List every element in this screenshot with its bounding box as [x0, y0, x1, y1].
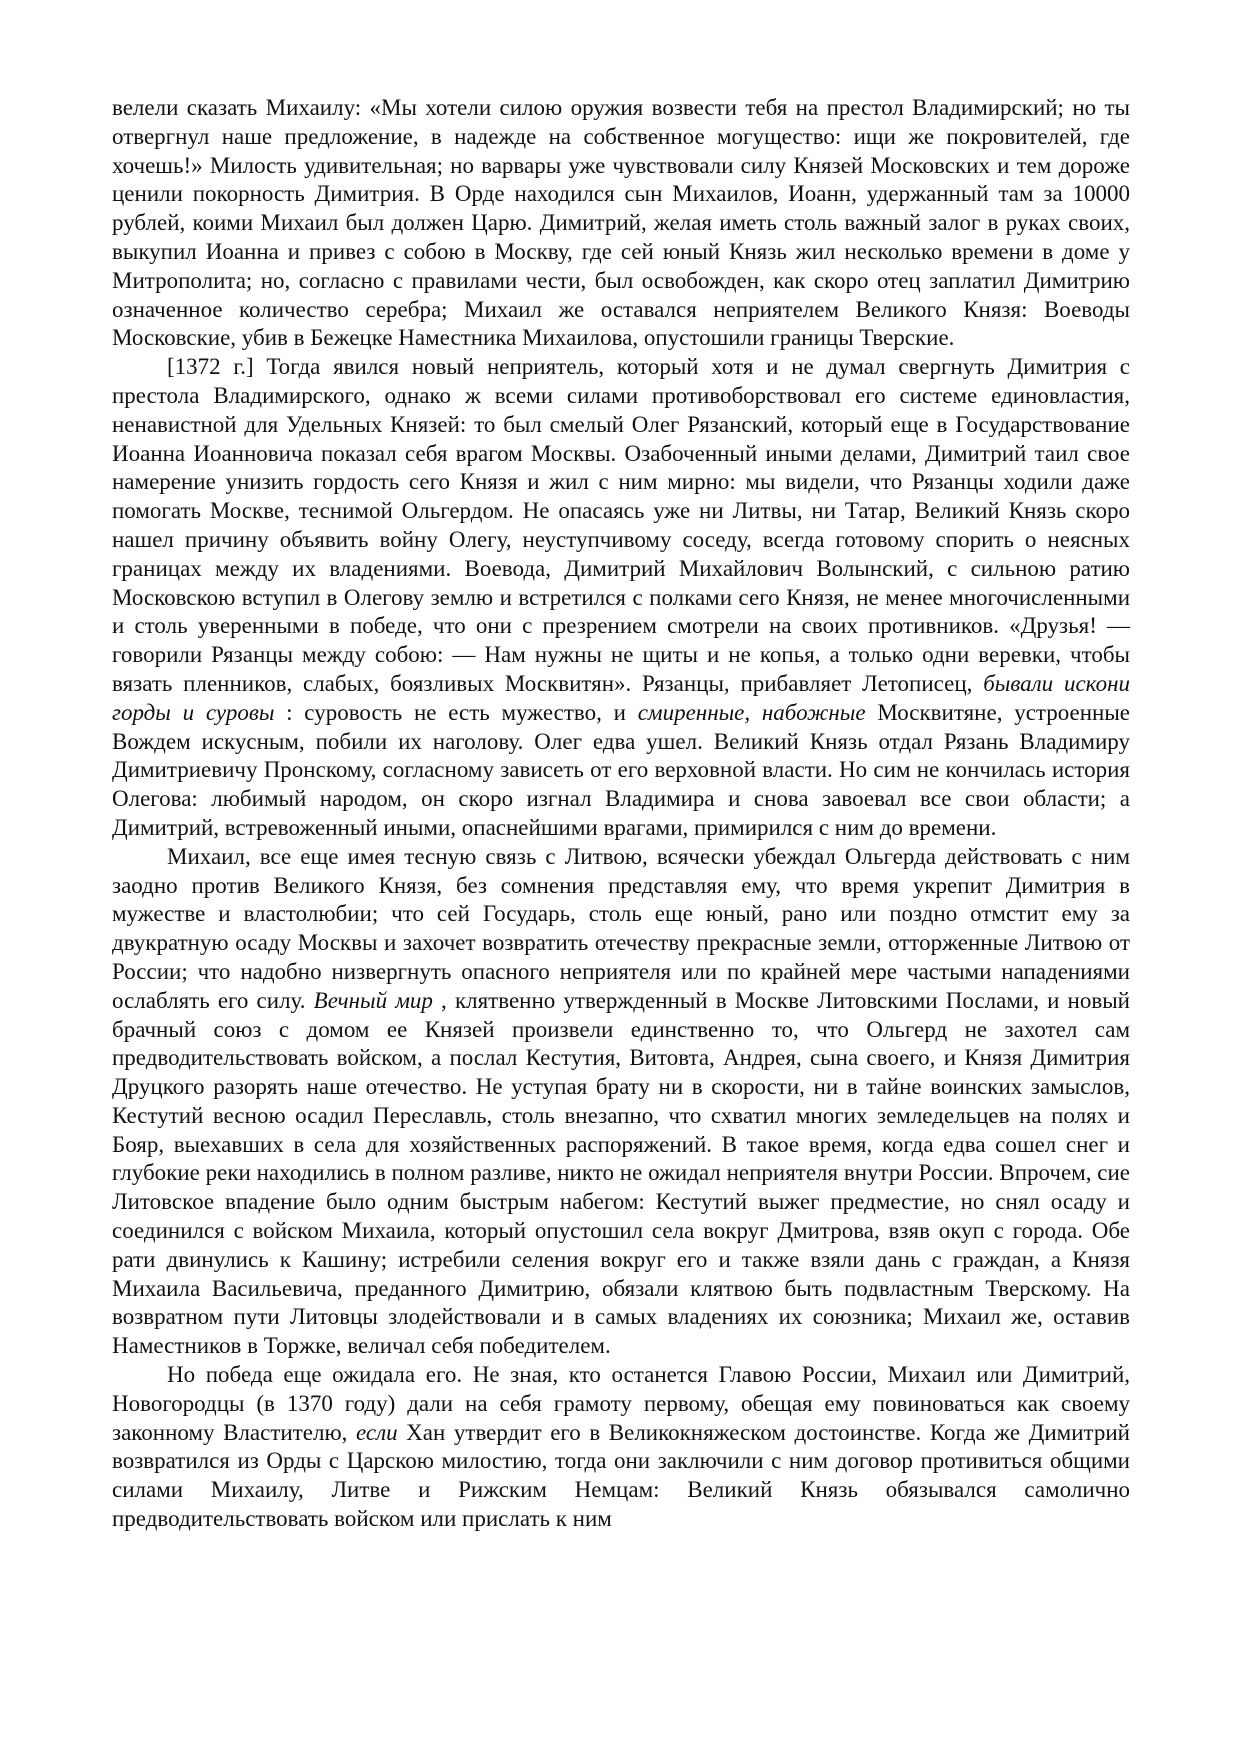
paragraph-2-text-c: Москвитяне, устроенные Вождем искусным, побили их наголову. Олег едва ушел. Великий Князь отдал Рязань Владимиру Димитриевичу Пронскому, согласному зависеть от его верховной власти. Но сим не кончилась история Олегова: любимый народом, он скоро изгнал Владимира и снова завоевал все свои области; а Димитрий, встревоженный иными, опаснейшими врагами, примирился с ним до времени.: [112, 699, 1131, 840]
paragraph-3-text-b: , клятвенно утвержденный в Москве Литовскими Послами, и новый брачный союз с домом ее Князей произвели единственно то, что Ольгерд не захотел сам предводительствовать войском, а послал Кестутия, Витовта, Андрея, сына своего, и Князя Димитрия Друцкого разорять наше отечество. Не уступая брату ни в скорости, ни в тайне воинских замыслов, Кестутий весною осадил Переславль, столь внезапно, что схватил многих земледельцев на полях и Бояр, выехавших в села для хозяйственных распоряжений. В такое время, когда едва сошел снег и глубокие реки находились в полном разливе, никто не ожидал неприятеля внутри России. Впрочем, сие Литовское впадение было одним быстрым набегом: Кестутий выжег предместие, но снял осаду и соединился с войском Михаила, который опустошил села вокруг Дмитрова, взяв окуп с города. Обе рати двинулись к Кашину; истребили селения вокруг его и также взяли дань с граждан, а Князя Михаила Васильевича, преданного Димитрию, обязали клятвою быть подвластным Тверскому. На возвратном пути Литовцы злодействовали и в самых владениях их союзника; Михаил же, оставив Наместников в Торжке, величал себя победителем.: [112, 987, 1130, 1359]
paragraph-2-text-b: : суровость не есть мужество, и: [274, 699, 638, 725]
paragraph-2-text-a: [1372 г.] Тогда явился новый неприятель, который хотя и не думал свергнуть Димитрия с престола Владимирского, однако ж всеми силами противоборствовал его системе единовластия, ненавистной для Удельных Князей: то был смелый Олег Рязанский, который еще в Государствование Иоанна Иоанновича показал себя врагом Москвы. Озабоченный иными делами, Димитрий таил свое намерение унизить гордость сего Князя и жил с ним мирно: мы видели, что Рязанцы ходили даже помогать Москве, теснимой Ольгердом. Не опасаясь уже ни Литвы, ни Татар, Великий Князь скоро нашел причину объявить войну Олегу, неуступчивому соседу, всегда готовому спорить о неясных границах между их владениями. Воевода, Димитрий Михайлович Волынский, с сильною ратию Московскою вступил в Олегову землю и встретился с полками сего Князя, не менее многочисленными и столь уверенными в победе, что они с презрением смотрели на своих противников. «Друзья! — говорили Рязанцы между собою: — Нам нужны не щиты и не копья, а только одни веревки, чтобы вязать пленников, слабых, боязливых Москвитян». Рязанцы, прибавляет Летописец,: [112, 354, 1130, 696]
paragraph-4: [112, 1361, 1130, 1534]
paragraph-3-italic-phrase: Вечный мир: [313, 987, 433, 1013]
paragraph-2-italic-quote-1: бывали искони горды и суровы: [112, 670, 1130, 725]
document-page: [112, 94, 1130, 1534]
paragraph-3-text-a: Михаил, все еще имея тесную связь с Литвою, всячески убеждал Ольгерда действовать с ним заодно против Великого Князя, без сомнения представляя ему, что время укрепит Димитрия в мужестве и властолюбии; что сей Государь, столь еще юный, рано или поздно отмстит ему за двукратную осаду Москвы и захочет возвратить отечеству прекрасные земли, отторженные Литвою от России; что надобно низвергнуть опасного неприятеля или по крайней мере частыми нападениями ослаблять его силу.: [112, 843, 1130, 1013]
paragraph-1-text: велели сказать Михаилу: «Мы хотели силою оружия возвести тебя на престол Владимирский; но ты отвергнул наше предложение, в надежде на собственное могущество: ищи же покровителей, где хочешь!» Милость удивительная; но варвары уже чувствовали силу Князей Московских и тем дороже ценили покорность Димитрия. В Орде находился сын Михаилов, Иоанн, удержанный там за 10000 рублей, коими Михаил был должен Царю. Димитрий, желая иметь столь важный залог в руках своих, выкупил Иоанна и привез с собою в Москву, где сей юный Князь жил несколько времени в доме у Митрополита; но, согласно с правилами чести, был освобожден, как скоро отец заплатил Димитрию означенное количество серебра; Михаил же оставался неприятелем Великого Князя: Воеводы Московские, убив в Бежецке Наместника Михаилова, опустошили границы Тверские.: [112, 95, 1130, 351]
paragraph-2-italic-quote-2: смиренные, набожные: [637, 699, 866, 725]
paragraph-1: [112, 94, 1130, 353]
paragraph-2: [112, 353, 1130, 843]
paragraph-4-text-b: Хан утвердит его в Великокняжеском достоинстве. Когда же Димитрий возвратился из Орды с Царскою милостию, тогда они заключили с ним договор противиться общими силами Михаилу, Литве и Рижским Немцам: Великий Князь обязывался самолично предводительствовать войском или прислать к ним: [112, 1419, 1130, 1532]
paragraph-4-italic-word: если: [355, 1419, 398, 1445]
paragraph-3: [112, 843, 1130, 1361]
paragraph-4-text-a: Но победа еще ожидала его. Не зная, кто останется Главою России, Михаил или Димитрий, Новогородцы (в 1370 году) дали на себя грамоту первому, обещая ему повиноваться как своему законному Властителю,: [112, 1362, 1130, 1445]
